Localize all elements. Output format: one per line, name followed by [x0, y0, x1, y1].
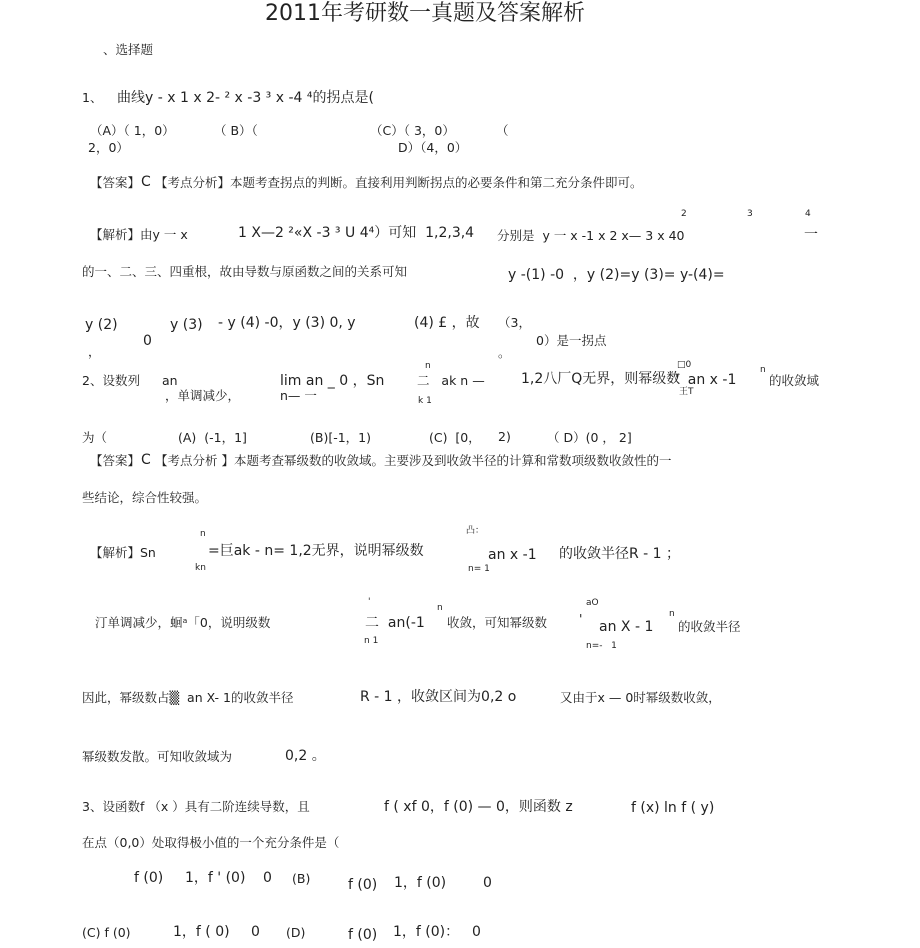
q2-sum-index: k 1 — [418, 396, 432, 406]
q1-option-a: （A）（ 1，0） — [90, 123, 175, 138]
q2-an: an — [162, 373, 178, 388]
q1-answer-letter: C — [141, 174, 151, 190]
q1-y3: y (3) — [170, 317, 203, 333]
q3-option-b-3: 0 — [483, 875, 492, 891]
q1-option-b: （ B）（ — [214, 123, 258, 138]
q2-series-sup: n — [437, 603, 443, 613]
q1-dot: 。 — [498, 345, 511, 360]
q1-option-paren: （ — [496, 123, 509, 138]
q1-solution-line2: 的一、二、三、四重根，故由导数与原函数之间的关系可知 — [82, 264, 408, 279]
q2-sum-top: n — [425, 361, 431, 371]
q2-solution-line7a: 幂级数发散。可知收敛域为 — [82, 749, 233, 764]
q2-quote: ' — [368, 597, 371, 607]
q2-option-c-end: 2) — [498, 429, 511, 444]
q2-sup-n: n — [760, 365, 766, 375]
q3-option-c-2: 1，f ( 0) — [173, 924, 230, 940]
q2-solution-line7b: 0,2 。 — [285, 748, 326, 764]
q2-solution-line5c: 收敛，可知幂级数 — [447, 615, 548, 630]
q2-solution-unbounded: =巨ak - n= 1,2无界，说明幂级数 — [208, 543, 424, 559]
q2-solution-line5e: an X - 1 — [599, 619, 654, 635]
q2-n-bottom: n=- 1 — [586, 641, 617, 651]
section-heading: 、选择题 — [103, 42, 154, 57]
q3-stem: 3、设函数f （x ）具有二阶连续导数，且 — [82, 799, 310, 814]
q2-solution-series: an x -1 — [488, 547, 537, 563]
q3-option-a-3: 0 — [263, 870, 272, 886]
q1-solution-expr: 1 X—2 ²«X -3 ³ U 4⁴）可知 1,2,3,4 — [238, 225, 475, 241]
q2-solution-n1: n= 1 — [468, 564, 490, 574]
q2-solution-n: n — [200, 529, 206, 539]
q1-option-c: （C）（ 3，0） — [370, 123, 455, 138]
q1-solution-factors: 分别是 y 一 x -1 x 2 x— 3 x 40 — [497, 228, 685, 243]
q2-solution-line6c: 又由于x — 0时幂级数收敛， — [560, 690, 721, 705]
q2-n1: n 1 — [364, 636, 379, 646]
q2-option-b: (B)[-1，1) — [310, 430, 371, 445]
q2-answer-analysis-cont: 些结论，综合性较强。 — [82, 490, 208, 505]
q3-option-a-1: f (0) — [134, 870, 164, 886]
q2-a0: aO — [586, 598, 599, 608]
page-title: 2011年考研数一真题及答案解析 — [265, 1, 585, 26]
q1-answer-analysis: 【考点分析】本题考查拐点的判断。直接利用判断拐点的必要条件和第二充分条件即可。 — [155, 175, 643, 190]
q2-power-series: ' an x -1 — [675, 372, 737, 388]
q2-box-zero: □0 — [677, 360, 692, 370]
q2-solution-line5d: ' — [579, 611, 583, 626]
q3-option-b-2: 1，f (0) — [394, 875, 447, 891]
q1-sup-4: 4 — [805, 209, 811, 219]
q3-option-d-2: 1，f (0)： — [393, 924, 460, 940]
q2-limit: lim an _ 0 ，Sn — [280, 373, 385, 389]
q2-convergence-domain: 的收敛域 — [769, 373, 820, 388]
q2-series-sup-2: n — [669, 609, 675, 619]
q1-zero: 0 — [143, 333, 152, 349]
q2-answer-letter: C — [141, 452, 151, 468]
q2-options-lead: 为（ — [82, 430, 108, 445]
q1-inflection-point: 0）是一拐点 — [536, 333, 607, 348]
q1-stem: 曲线y - x 1 x 2- ² x -3 ³ x -4 ⁴的拐点是( — [117, 90, 374, 106]
q1-answer-prefix: 【答案】 — [90, 175, 141, 190]
q3-option-d-3: 0 — [472, 924, 481, 940]
q3-option-c-1: (C) f (0) — [82, 925, 131, 940]
q1-y4: - y (4) -0，y (3) 0, y — [218, 315, 356, 331]
q2-solution-line6b: R - 1 ，收敛区间为0,2 o — [360, 689, 517, 705]
q2-answer-prefix: 【答案】 — [90, 453, 141, 468]
q3-option-a-2: 1，f ' (0) — [185, 870, 246, 886]
q2-solution-kn: kn — [195, 563, 206, 573]
q2-sum-bottom: 王T — [679, 387, 694, 397]
q1-y2: y (2) — [85, 317, 118, 333]
q2-option-a: (A) (-1，1] — [178, 430, 247, 445]
q2-unbounded: 1,2八厂Q无界，则幂级数 — [521, 371, 681, 387]
q1-y44: (4) £ ，故 — [414, 315, 480, 331]
q3-stem-cont: 在点（0,0）处取得极小值的一个充分条件是（ — [82, 835, 340, 850]
q2-solution-line5a: 汀单调减少，蛔ᵃ「0，说明级数 — [95, 615, 271, 630]
q1-sup-3: 3 — [747, 209, 753, 219]
q2-solution-radius: 的收敛半径R - 1 ； — [559, 546, 681, 562]
q2-solution-line5b: 二 an(-1 — [365, 615, 425, 631]
q3-option-b-label: (B) — [292, 871, 311, 886]
q1-solution-lead: 【解析】由y 一 x — [90, 227, 188, 242]
q3-function: f (x) ln f ( y) — [631, 800, 715, 816]
q1-sup-2: 2 — [681, 209, 687, 219]
q1-solution-dash: 一 — [804, 227, 818, 243]
q3-option-d-1: f (0) — [348, 927, 378, 943]
q2-answer-analysis: 【考点分析 】本题考查幂级数的收敛域。主要涉及到收敛半径的计算和常数项级数收敛性的一 — [155, 453, 672, 468]
q2-sum: 二 ak n — — [417, 373, 485, 388]
q2-solution-line5f: 的收敛半径 — [678, 619, 741, 634]
q2-limit-sub: n— 一 — [280, 388, 317, 403]
q2-solution-tu: 凸： — [466, 526, 485, 536]
q1-number: 1、 — [82, 90, 103, 105]
q1-comma: ， — [88, 344, 101, 359]
q2-option-c: (C) [0， — [429, 430, 481, 445]
q1-option-b-value: 2，0） — [88, 140, 129, 155]
q2-solution-line6a: 因此，幂级数占▒ an X- 1的收敛半径 — [82, 690, 294, 705]
q3-option-d-label: (D) — [286, 925, 306, 940]
q2-solution-lead: 【解析】Sn — [90, 545, 156, 560]
q3-option-b-1: f (0) — [348, 877, 378, 893]
q1-solution-derivs: y -(1) -0 ，y (2)=y (3)= y-(4)= — [508, 267, 725, 283]
q2-option-d: （ D）(0 ， 2] — [547, 430, 632, 445]
q1-option-d: D）（4，0） — [398, 140, 468, 155]
q3-condition: f ( xf 0，f (0) — 0，则函数 z — [384, 799, 573, 815]
q2-stem: 2、设数列 — [82, 373, 140, 388]
q3-option-c-3: 0 — [251, 924, 260, 940]
q1-point-open: （3， — [498, 315, 531, 330]
q2-decreasing: ，单调减少， — [165, 388, 241, 403]
